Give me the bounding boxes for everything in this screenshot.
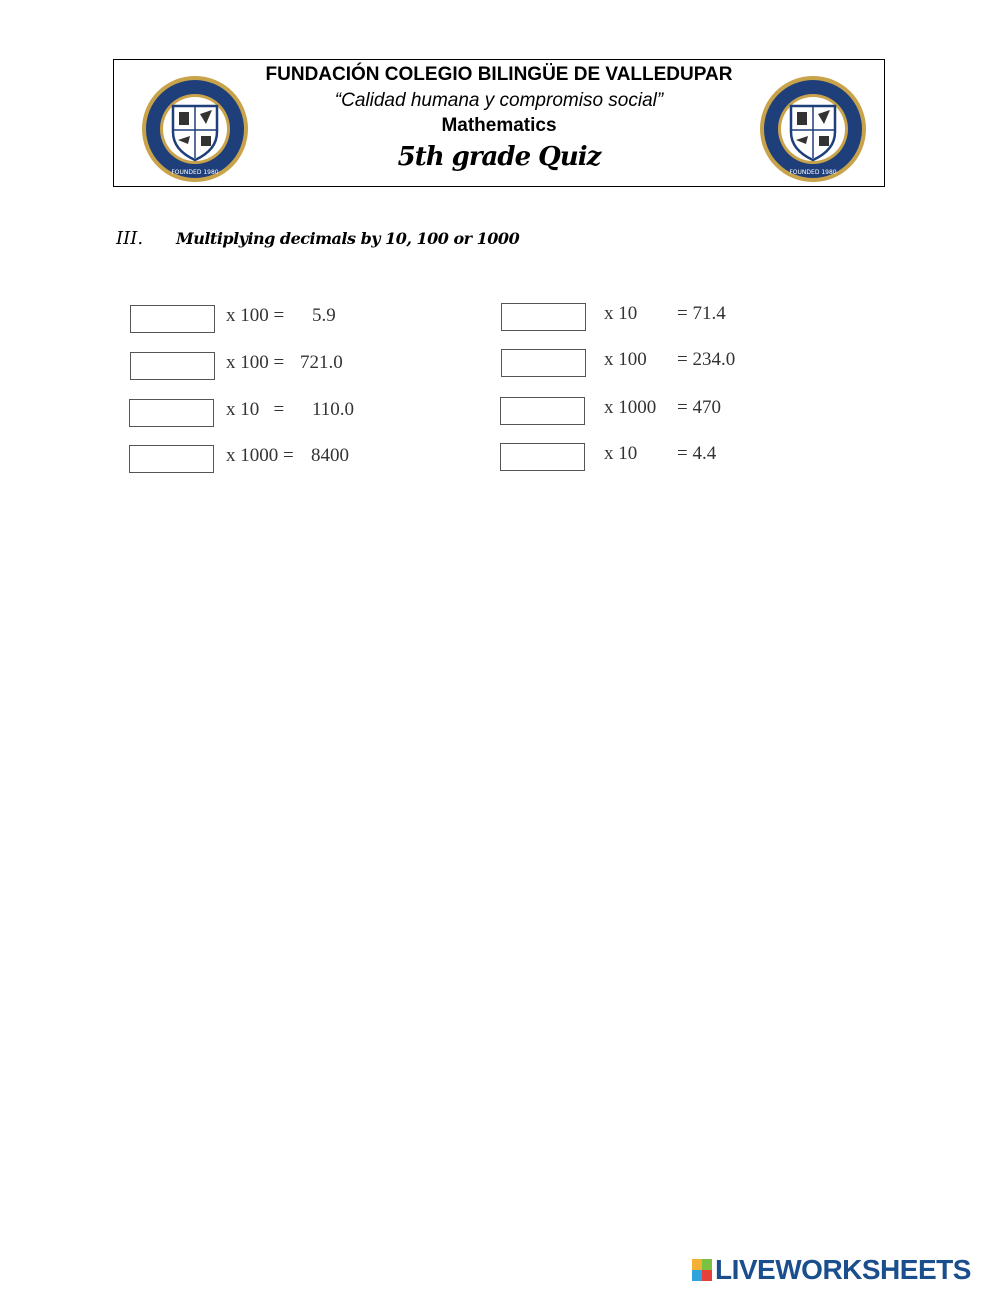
answer-input[interactable] — [129, 399, 214, 427]
result-text: = 71.4 — [677, 303, 726, 324]
result-text: 110.0 — [312, 399, 355, 420]
quiz-title: 5th grade Quiz — [397, 142, 601, 172]
result-text: 8400 — [311, 445, 349, 466]
result-text: 5.9 — [312, 305, 336, 326]
multiplier-text: x 10 = — [226, 399, 285, 420]
result-text: = 4.4 — [677, 443, 717, 464]
svg-text:FOUNDED 1980: FOUNDED 1980 — [171, 169, 219, 176]
liveworksheets-mark-icon — [692, 1259, 712, 1281]
section-heading — [116, 228, 519, 249]
worksheet-header — [113, 59, 885, 187]
multiplier-text: x 1000 — [604, 397, 657, 418]
answer-input[interactable] — [130, 305, 215, 333]
multiplier-text: x 100 = — [226, 305, 285, 326]
section-number: III. — [116, 228, 144, 249]
answer-input[interactable] — [501, 349, 586, 377]
liveworksheets-logo — [692, 1255, 971, 1285]
answer-input[interactable] — [501, 303, 586, 331]
subject-title: Mathematics — [441, 115, 557, 136]
svg-text:FOUNDED 1980: FOUNDED 1980 — [789, 169, 837, 176]
result-text: = 470 — [677, 397, 721, 418]
answer-input[interactable] — [130, 352, 215, 380]
result-text: = 234.0 — [677, 349, 736, 370]
multiplier-text: x 1000 = — [226, 445, 294, 466]
brand-name: LIVEWORKSHEETS — [715, 1254, 971, 1285]
answer-input[interactable] — [500, 397, 585, 425]
answer-input[interactable] — [500, 443, 585, 471]
multiplier-text: x 100 — [604, 349, 647, 370]
multiplier-text: x 10 — [604, 303, 638, 324]
school-motto: “Calidad humana y compromiso social” — [334, 90, 664, 111]
result-text: 721.0 — [300, 352, 343, 373]
multiplier-text: x 100 = — [226, 352, 285, 373]
school-name: FUNDACIÓN COLEGIO BILINGÜE DE VALLEDUPAR — [265, 64, 733, 85]
section-title: Multiplying decimals by 10, 100 or 1000 — [176, 229, 520, 248]
answer-input[interactable] — [129, 445, 214, 473]
multiplier-text: x 10 — [604, 443, 638, 464]
